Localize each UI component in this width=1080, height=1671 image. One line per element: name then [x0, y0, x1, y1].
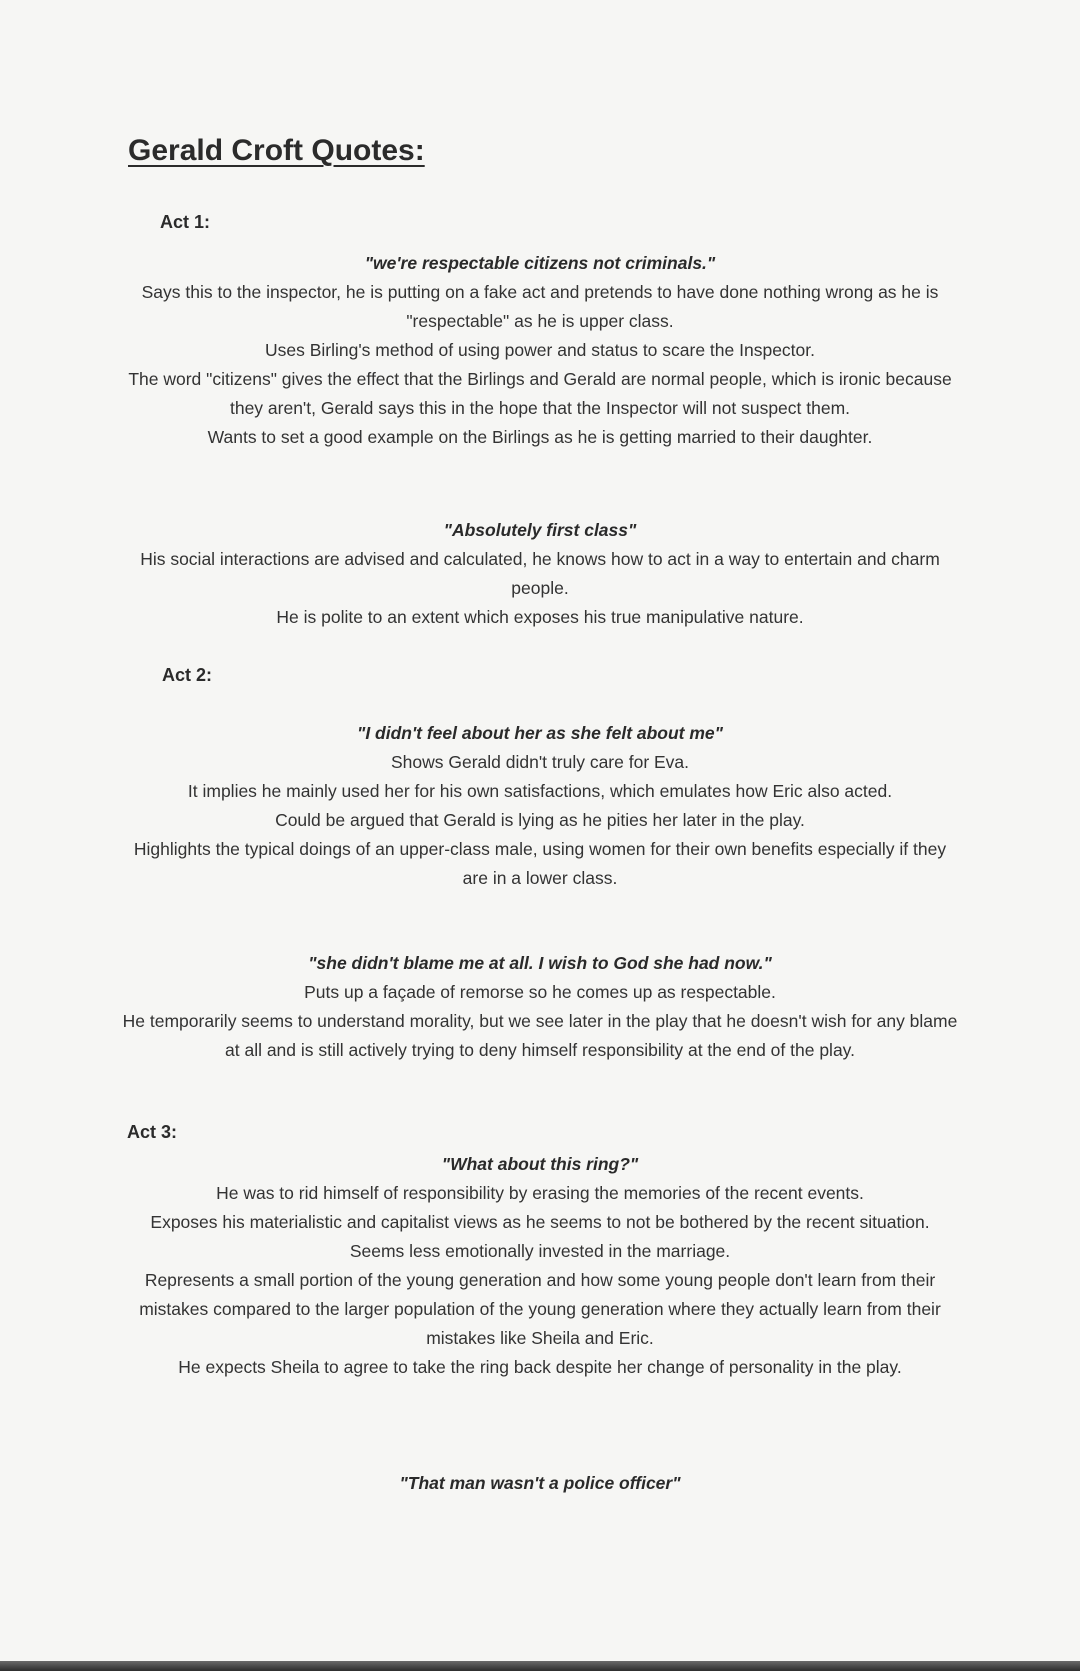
- analysis-line: Puts up a façade of remorse so he comes up as respectable.: [304, 982, 776, 1002]
- scan-edge-shadow: [0, 1661, 1080, 1671]
- quote-block-2: [120, 516, 960, 632]
- quote-block-1: [120, 249, 960, 452]
- quote-block-3: [120, 719, 960, 893]
- page-title: Gerald Croft Quotes:: [128, 134, 425, 167]
- analysis-line: Seems less emotionally invested in the marriage.: [349, 1241, 731, 1261]
- analysis-line: He expects Sheila to agree to take the ring back despite her change of personality in the play.: [178, 1357, 902, 1377]
- quote-block-6: [120, 1469, 960, 1498]
- act-3-heading: Act 3:: [127, 1122, 178, 1142]
- analysis-line: He is polite to an extent which exposes his true manipulative nature.: [276, 607, 804, 627]
- analysis-line: Says this to the inspector, he is putting on a fake act and pretends to have done nothing wrong as he is "respectable" as he is upper class.: [141, 282, 939, 331]
- analysis-line: Uses Birling's method of using power and status to scare the Inspector.: [264, 340, 816, 360]
- analysis-line: Highlights the typical doings of an upper-class male, using women for their own benefits especially if they are in a lower class.: [133, 839, 947, 888]
- analysis-line: Could be argued that Gerald is lying as he pities her later in the play.: [275, 810, 805, 830]
- quote-text: "That man wasn't a police officer": [399, 1473, 681, 1493]
- quote-text: "What about this ring?": [441, 1154, 639, 1174]
- quote-block-4: [120, 949, 960, 1065]
- quote-block-5: [120, 1150, 960, 1382]
- quote-text: "she didn't blame me at all. I wish to God she had now.": [308, 953, 772, 973]
- analysis-line: The word "citizens" gives the effect that the Birlings and Gerald are normal people, which is ironic because they aren't, Gerald says this in the hope that the Inspector will not suspect them.: [128, 369, 952, 418]
- act-1-heading: Act 1:: [160, 212, 211, 232]
- quote-text: "I didn't feel about her as she felt about me": [357, 723, 723, 743]
- analysis-line: He was to rid himself of responsibility by erasing the memories of the recent events.: [216, 1183, 864, 1203]
- analysis-line: Shows Gerald didn't truly care for Eva.: [390, 752, 690, 772]
- quote-text: "we're respectable citizens not criminals.": [364, 253, 716, 273]
- act-2-heading: Act 2:: [162, 665, 213, 685]
- analysis-line: His social interactions are advised and calculated, he knows how to act in a way to entertain and charm people.: [140, 549, 940, 598]
- analysis-line: Represents a small portion of the young generation and how some young people don't learn from their mistakes compared to the larger population of the young generation where they actually learn from their mistakes like Sheila and Eric.: [139, 1270, 941, 1348]
- analysis-line: He temporarily seems to understand morality, but we see later in the play that he doesn't wish for any blame at all and is still actively trying to deny himself responsibility at the end of the play.: [122, 1011, 958, 1060]
- analysis-line: Exposes his materialistic and capitalist views as he seems to not be bothered by the recent situation.: [150, 1212, 930, 1232]
- analysis-line: It implies he mainly used her for his own satisfactions, which emulates how Eric also acted.: [187, 781, 893, 801]
- analysis-line: Wants to set a good example on the Birlings as he is getting married to their daughter.: [207, 427, 873, 447]
- quote-text: "Absolutely first class": [443, 520, 637, 540]
